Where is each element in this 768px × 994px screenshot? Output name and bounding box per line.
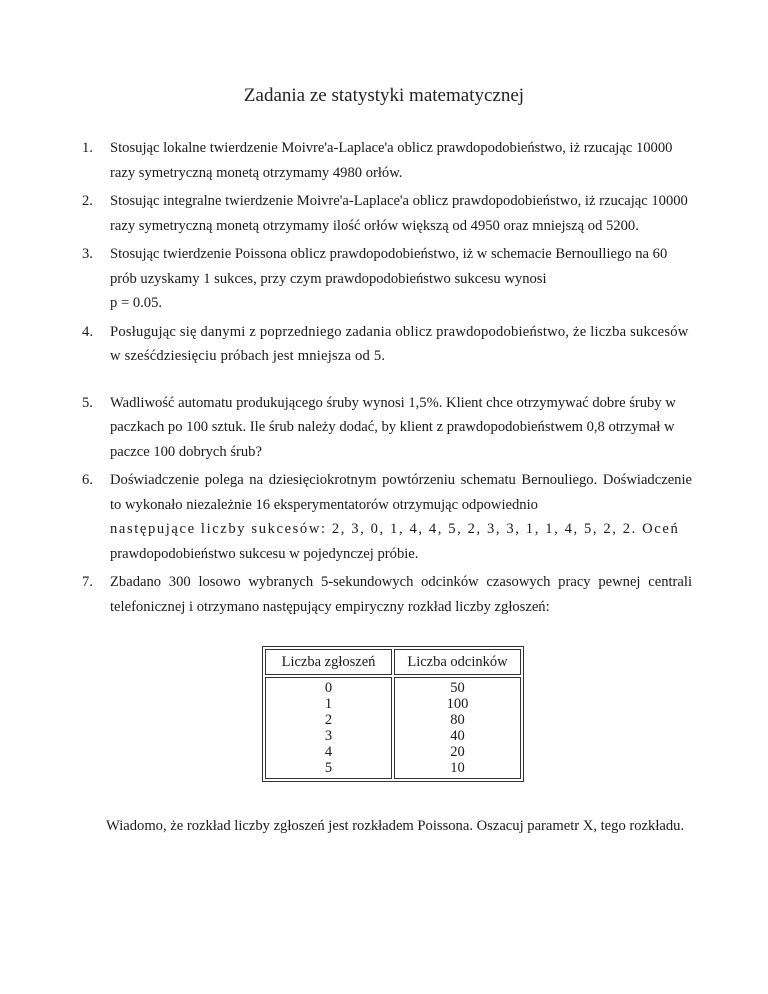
table-cell-calls bbox=[265, 677, 392, 779]
table-value: 0 bbox=[324, 680, 333, 696]
problem-4 bbox=[82, 320, 692, 369]
table-cell-intervals bbox=[394, 677, 521, 779]
problem-number: 5. bbox=[82, 394, 93, 411]
problem-6 bbox=[82, 468, 692, 566]
table-value: 10 bbox=[450, 760, 465, 776]
problem-list bbox=[82, 136, 692, 623]
table-value: 80 bbox=[450, 712, 465, 728]
problem-2 bbox=[82, 189, 692, 238]
problem-7 bbox=[82, 570, 692, 619]
conclusion-text: Wiadomo, że rozkład liczby zgłoszeń jest rozkładem Poissona. Oszacuj parametr X, tego rozkładu. bbox=[106, 817, 685, 834]
table-value: 40 bbox=[450, 728, 465, 744]
problem-text: Stosując integralne twierdzenie Moivre'a-Laplace'a oblicz prawdopodobieństwo, iż rzucając 10000 razy symetryczną monetą otrzymamy ilość orłów większą od 4950 oraz mniejszą od 5200. bbox=[110, 193, 688, 234]
table-value: 1 bbox=[324, 696, 333, 712]
problem-number: 1. bbox=[82, 140, 93, 156]
problem-number: 6. bbox=[82, 472, 93, 488]
problem-text: Stosując lokalne twierdzenie Moivre'a-Laplace'a oblicz prawdopodobieństwo, iż rzucając 10000 razy symetryczną monetą otrzymamy 4980 orłów. bbox=[110, 140, 673, 181]
problem-text-continued-2: prawdopodobieństwo sukcesu w pojedynczej próbie. bbox=[110, 545, 419, 562]
table-value: 20 bbox=[450, 744, 465, 760]
problem-3 bbox=[82, 242, 692, 316]
table-value: 50 bbox=[450, 680, 465, 696]
problem-1 bbox=[82, 136, 692, 185]
table-header-row bbox=[265, 649, 521, 675]
problem-text-continued: następujące liczby sukcesów: 2, 3, 0, 1, 4, 4, 5, 2, 3, 3, 1, 1, 4, 5, 2, 2. Oceń bbox=[110, 521, 680, 537]
table-value: 5 bbox=[324, 760, 333, 776]
frequency-table bbox=[262, 646, 524, 782]
table-header: Liczba odcinków bbox=[394, 649, 521, 675]
page-title: Zadania ze statystyki matematycznej bbox=[243, 85, 525, 106]
table-value: 3 bbox=[324, 728, 333, 744]
problem-text: Stosując twierdzenie Poissona oblicz prawdopodobieństwo, iż w schemacie Bernoulliego na 60 prób uzyskamy 1 sukces, przy czym prawdopodobieństwo sukcesu wynosi bbox=[110, 246, 668, 287]
problem-5 bbox=[82, 391, 692, 465]
problem-number: 4. bbox=[82, 323, 94, 340]
problem-text: Doświadczenie polega na dziesięciokrotnym powtórzeniu schematu Bernouliego. Doświadczenie to wykonało niezależnie 16 eksperymentatorów otrzymując odpowiednio bbox=[110, 472, 692, 513]
table-row bbox=[265, 677, 521, 779]
problem-number: 3. bbox=[82, 246, 93, 262]
table-header: Liczba zgłoszeń bbox=[265, 649, 392, 675]
problem-text: Wadliwość automatu produkującego śruby wynosi 1,5%. Klient chce otrzymywać dobre śruby w paczkach po 100 sztuk. Ile śrub należy dodać, by klient z prawdopodobieństwem 0,8 otrzymał w paczce 100 dobrych śrub? bbox=[110, 394, 676, 460]
problem-text: Zbadano 300 losowo wybranych 5-sekundowych odcinków czasowych pracy pewnej centrali telefonicznej i otrzymano następujący empiryczny rozkład liczby zgłoszeń: bbox=[110, 574, 692, 615]
problem-number: 7. bbox=[82, 574, 93, 590]
problem-text: Posługując się danymi z poprzedniego zadania oblicz prawdopodobieństwo, że liczba sukcesów w sześćdziesięciu próbach jest mniejsza od 5. bbox=[110, 323, 689, 364]
table-value: 100 bbox=[446, 696, 469, 712]
problem-text-continued: p = 0.05. bbox=[110, 295, 163, 311]
table-value: 4 bbox=[324, 744, 333, 760]
problem-number: 2. bbox=[82, 193, 93, 209]
table-value: 2 bbox=[324, 712, 333, 728]
